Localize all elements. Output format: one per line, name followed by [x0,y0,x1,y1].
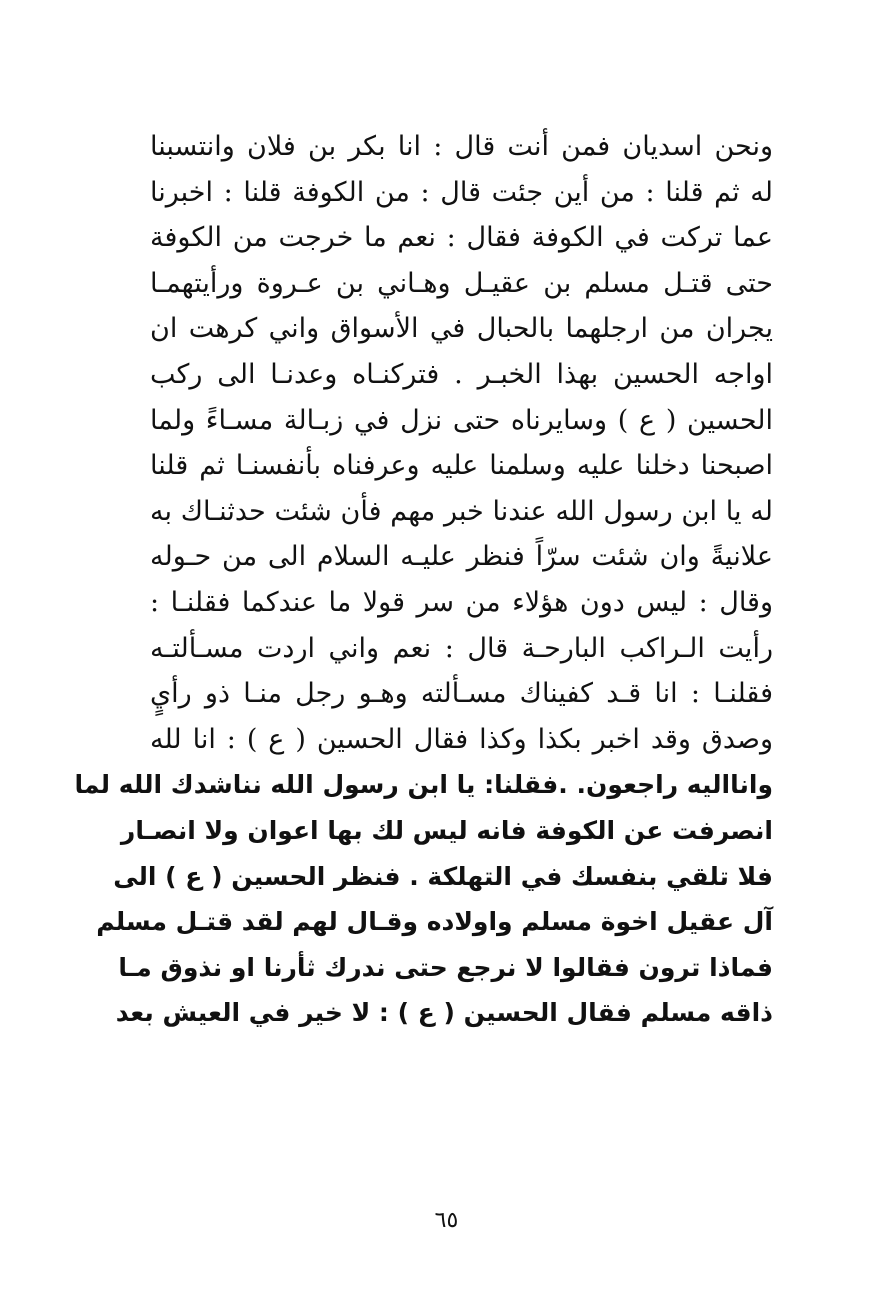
text-line: رأيت الـراكب البارحـة قال : نعم واني اردت مسـألتـه [150,632,773,664]
text-line: فماذا ترون فقالوا لا نرجع حتى ندرك ثأرنا او نذوق مـا [118,952,773,982]
text-line: انصرفت عن الكوفة فانه ليس لك بها اعوان ولا انصـار [120,815,773,845]
text-line: يجران من ارجلهما بالحبال في الأسواق واني كرهت ان [150,313,773,345]
body-text [74,124,773,1036]
text-line: ذاقه مسلم فقال الحسين ( ع ) : لا خير في العيش بعد [115,998,773,1028]
text-line: الحسين ( ع ) وسايرناه حتى نزل في زبـالة مسـاءً ولما [150,404,773,436]
text-line: وقال : ليس دون هؤلاء من سر قولا ما عندكما فقلنـا : [150,586,773,618]
text-line: آل عقيل اخوة مسلم واولاده وقـال لهم لقد قتـل مسلم [96,907,773,937]
text-line: علانيةً وان شئت سرّاً فنظر عليـه السلام الى من حـوله [150,541,773,573]
text-line: اصبحنا دخلنا عليه وسلمنا عليه وعرفناه بأنفسنـا ثم قلنا [150,450,773,482]
text-line: وصدق وقد اخبر بكذا وكذا فقال الحسين ( ع ) : انا لله [150,723,773,755]
text-line: له يا ابن رسول الله عندنا خبر مهم فأن شئت حدثنـاك به [150,495,773,527]
text-line: فلا تلقي بنفسك في التهلكة . فنظر الحسين ( ع ) الى [113,861,773,891]
text-line: ونحن اسديان فمن أنت قال : انا بكر بن فلان وانتسبنا [150,131,773,162]
text-line: واناالیه راجعون. .فقلنا: يا ابن رسول الله نناشدك الله لما [74,770,773,800]
text-line: له ثم قلنا : من أين جئت قال : من الكوفة قلنا : اخبرنا [150,176,773,208]
text-line: عما تركت في الكوفة فقال : نعم ما خرجت من الكوفة [150,222,773,254]
page-number: ٦٥ [434,1208,459,1233]
text-line: حتى قتـل مسلم بن عقيـل وهـاني بن عـروة ورأيتهمـا [150,267,773,299]
text-line: فقلنـا : انا قـد كفيناك مسـألته وهـو رجل منـا ذو رأيٍ [150,678,773,710]
text-line: اواجه الحسين بهذا الخبـر . فتركنـاه وعدنـا الى ركب [150,358,773,390]
